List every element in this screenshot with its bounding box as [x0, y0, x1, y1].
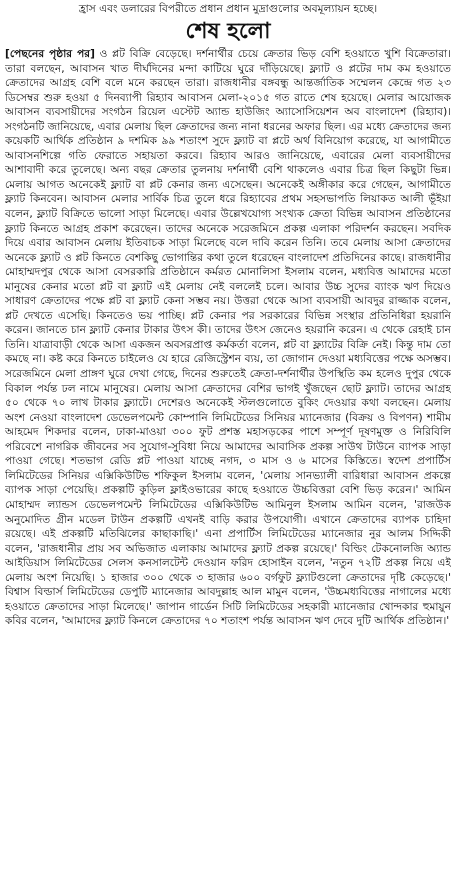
- continuation-marker: [পেছনের পৃষ্ঠার পর]: [5, 48, 95, 60]
- continued-text-line: হ্রাস এবং ডলারের বিপরীতে প্রধান প্রধান মুদ্রাগুলোর অবমূল্যায়ন হচ্ছে।: [78, 3, 378, 15]
- headline: শেষ হলো: [185, 19, 271, 44]
- article-body: [5, 47, 451, 867]
- article-text: ও প্লট বিক্রি বেড়েছে। দর্শনার্থীর চেয়ে ক্রেতার ভিড় বেশি হওয়াতে খুশি বিক্রেতারা। তারা বলছেন, আবাসন খাত দীর্ঘদিনের মন্দা কাটিয়ে ঘুরে দাঁড়িয়েছে। ফ্ল্যাট ও প্লটের দাম কম হওয়াতে ক্রেতাদের আগ্রহ বেশি বলে মনে করছেন তারা। রাজধানীর বঙ্গবন্ধু আন্তর্জাতিক সম্মেলন কেন্দ্রে গত ২৩ ডিসেম্বর শুরু হওয়া ৫ দিনব্যাপী রিহ্যাব আবাসন মেলা-২০১৫ গত রাতে শেষ হয়েছে। মেলার আয়োজক আবাসন ব্যবসায়ীদের সংগঠন রিয়েল এস্টেট অ্যান্ড হাউজিং অ্যাসোসিয়েশন অব বাংলাদেশ (রিহ্যাব)। সংগঠনটি জানিয়েছে, এবার মেলায় ছিল ক্রেতাদের জন্য নানা ধরনের অফার ছিল। এর মধ্যে ক্রেতাদের জন্য কয়েকটি আর্থিক প্রতিষ্ঠান ৯ দশমিক ৯৯ শতাংশ সুদে ফ্ল্যাট বা প্লটে অর্থ বিনিয়োগ করেছে, যা আগামীতে আবাসনশিল্পে গতি ফেরাতে সহায়তা করবে। রিহ্যাব আরও জানিয়েছে, এবারের মেলা ব্যবসায়ীদের আশাবাদী করে তুলেছে। অন্য বছর ক্রেতার তুলনায় দর্শনার্থী বেশি থাকলেও এবার চিত্র ছিল কিছুটা ভিন্ন। মেলায় আগত অনেকেই ফ্ল্যাট বা প্লট কেনার জন্য এসেছেন। অনেকেই অঙ্গীকার করে গেছেন, আগামীতে ফ্ল্যাট কিনবেন। আবাসন মেলার সার্বিক চিত্র তুলে ধরে রিহ্যাবের প্রথম সহসভাপতি লিয়াকত আলী ভূঁইয়া বলেন, ফ্ল্যাট বিক্রিতে ভালো সাড়া মিলেছে। এবার উল্লেখযোগ্য সংখ্যক ক্রেতা বিভিন্ন আবাসন প্রতিষ্ঠানের ফ্ল্যাট কিনতে আগ্রহ প্রকাশ করেছেন। তাদের অনেকে সরেজমিনে প্রকল্প এলাকা পরিদর্শন করছেন। সবদিক দিয়ে এবার আবাসন মেলায় ইতিবাচক সাড়া মিলেছে বলে দাবি করেন তিনি। তবে মেলায় আসা ক্রেতাদের অনেকে ফ্ল্যাট ও প্লট কিনতে বেশকিছু ভোগান্তির কথা তুলে ধরেছেন বাংলাদেশ প্রতিদিনের কাছে। রাজধানীর মোহাম্মদপুর থেকে আসা বেসরকারি প্রতিষ্ঠানে কর্মরত মোনালিসা ইসলাম বলেন, মধ্যবিত্ত আমাদের মতো মানুষের কেনার মতো প্লট বা ফ্ল্যাট এই মেলায় নেই বললেই চলে। আবার উচ্চ সুদের ব্যাংক ঋণ দিয়েও সাধারণ ক্রেতাদের পক্ষে প্লট বা ফ্ল্যাট কেনা সম্ভব নয়। উত্তরা থেকে আসা ব্যবসায়ী আবদুর রাজ্জাক বলেন, প্লট দেখতে এসেছি। কিনতেও ভয় পাচ্ছি। প্লট কেনার পর সরকারের বিভিন্ন সংস্থার প্রতিনিধিরা হয়রানি করেন। জানতে চান ফ্ল্যাট কেনার টাকার উৎস কী। তাদের উৎস জেনেও হয়রানি করেন। এ থেকে রেহাই চান তিনি। যাত্রাবাড়ী থেকে আসা একজন অবসরপ্রাপ্ত কর্মকর্তা বলেন, প্লট বা ফ্ল্যাটের বিক্রি নেই। কিন্তু দাম তো কমছে না। কষ্ট করে কিনতে চাইলেও যে হারে রেজিস্ট্রেশন ব্যয়, তা জোগান দেওয়া মধ্যবিত্তের পক্ষে অসম্ভব। সরেজমিনে মেলা প্রাঙ্গণ ঘুরে দেখা গেছে, দিনের শুরুতেই ক্রেতা-দর্শনার্থীর উপস্থিতি কম হলেও দুপুর থেকে বিকাল পর্যন্ত ঢল নামে মানুষের। মেলায় আসা ক্রেতাদের বেশির ভাগই খুঁজছেন ছোট ফ্ল্যাট। তাদের আগ্রহ ৫০ থেকে ৭০ লাখ টাকার ফ্ল্যাটে। দেশেরও অনেকেই স্টলগুলোতে বুকিং দেওয়ার কথা বলছেন। মেলায় অংশ নেওয়া বাংলাদেশ ডেভেলপমেন্ট কোম্পানি লিমিটেডের সিনিয়র ম্যানেজার (বিক্রয় ও বিপণন) শামীম আহমেদ শিকদার বলেন, ঢাকা-মাওয়া ৩০০ ফুট প্রশস্ত মহাসড়কের পাশে সম্পূর্ণ দূষণমুক্ত ও নিরিবিলি পরিবেশে নাগরিক জীবনের সব সুযোগ-সুবিধা নিয়ে আমাদের আবাসিক প্রকল্প সাউথ টাউনে ব্যাপক সাড়া পাওয়া গেছে। শতভাগ রেডি প্লট পাওয়া যাচ্ছে নগদ, ৩ মাস ও ৬ মাসের কিস্তিতে। স্বদেশ প্রপার্টিস লিমিটেডের সিনিয়র এক্সিকিউটিভ শফিকুল ইসলাম বলেন, 'মেলায় সানভ্যালী বারিধারা আবাসন প্রকল্পে ব্যাপক সাড়া পেয়েছি। প্রকল্পটি কুড়িল ফ্লাইওভারের কাছে হওয়াতে উচ্চবিত্তরা বেশি ভিড় করেন।' আমিন মোহাম্মদ ল্যান্ডস ডেভেলপমেন্ট লিমিটেডের এক্সিকিউটিভ আমিনুল ইসলাম আমিন বলেন, 'রাজউক অনুমোদিত গ্রীন মডেল টাউন প্রকল্পটি এখনই বাড়ি করার উপযোগী। এখানে ক্রেতাদের ব্যাপক চাহিদা রয়েছে। এই প্রকল্পটি মতিঝিলের কাছাকাছি।' এনা প্রপার্টিস লিমিটেডের ম্যানেজার নুর আলম সিদ্দিকী বলেন, 'রাজধানীর প্রায় সব অভিজাত এলাকায় আমাদের ফ্ল্যাট প্রকল্প রয়েছে।' বিল্ডিং টেকনোলজি অ্যান্ড আইডিয়াস লিমিটেডের সেলস কনসালটেন্ট দেওয়ান ফরিদ হোসাইন বলেন, 'নতুন ৭২টি প্রকল্প নিয়ে এই মেলায় অংশ নিয়েছি। ১ হাজার ৩০০ থেকে ৩ হাজার ৬০০ বর্গফুট ফ্ল্যাটগুলো ক্রেতাদের দৃষ্টি কেড়েছে।' বিশ্বাস বিল্ডার্স লিমিটেডের ডেপুটি ম্যানেজার আবদুল্লাহ আল মামুন বলেন, 'উচ্চমধ্যবিত্তের নাগালের মধ্যে হওয়াতে ক্রেতাদের সাড়া মিলেছে।' জাপান গার্ডেন সিটি লিমিটেডের সহকারী ম্যানেজার খোন্দকার হুমায়ুন কবির বলেন, 'আমাদের ফ্ল্যাট কিনলে ক্রেতাদের ৭০ শতাংশ পর্যন্ত আবাসন ঋণ দেবে দুটি আর্থিক প্রতিষ্ঠান।': [5, 48, 451, 628]
